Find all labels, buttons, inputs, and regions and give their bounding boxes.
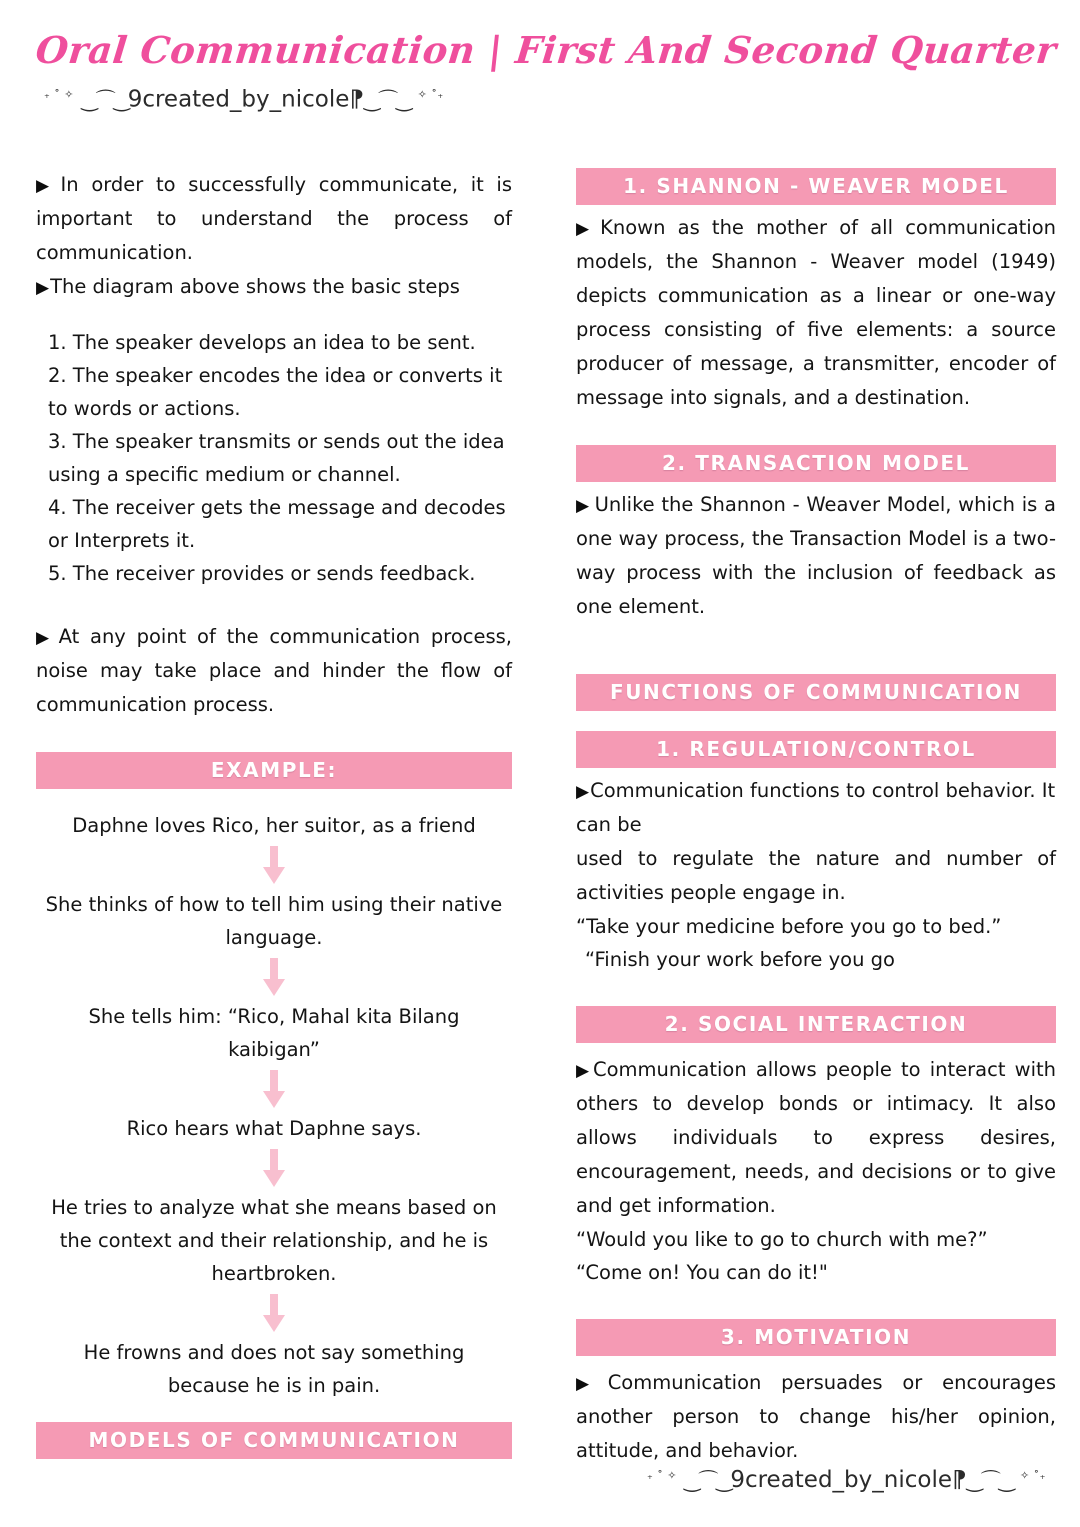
social-quote: “Would you like to go to church with me?” (576, 1228, 988, 1251)
sparkle-left-icon: ₊ ˚ ✧ (44, 88, 75, 101)
flow-step: He tries to analyze what she means based on the context and their relationship, and he is heartbroken. (51, 1196, 497, 1285)
intro-paragraph-2 (36, 270, 512, 304)
spacer (36, 1402, 512, 1422)
transaction-model-paragraph (576, 488, 1056, 624)
list-item: 5. The receiver provides or sends feedback. (48, 562, 476, 585)
intro-paragraph-2-text: The diagram above shows the basic steps (50, 275, 460, 298)
regulation-quote: “Finish your work before you go (585, 948, 895, 971)
social-interaction-text: Communication allows people to interact with others to develop bonds or intimacy. It also allows individuals to express desires, encouragement, needs, and decisions or to give and get information. (576, 1058, 1056, 1217)
sparkle-right-icon: ✧ ˚₊ (1019, 1469, 1046, 1482)
social-interaction-banner-label: 2. SOCIAL INTERACTION (664, 1012, 968, 1036)
example-flowchart (36, 809, 512, 1402)
intro-paragraph-1-text: In order to successfully communicate, it is important to understand the process of communication. (36, 173, 512, 264)
flow-step: Daphne loves Rico, her suitor, as a friend (72, 814, 476, 837)
models-of-communication-banner (36, 1422, 512, 1459)
transaction-model-banner (576, 445, 1056, 482)
list-item: 3. The speaker transmits or sends out the idea using a specific medium or channel. (48, 430, 505, 486)
motivation-banner (576, 1319, 1056, 1356)
example-banner (36, 752, 512, 789)
process-steps-list (48, 326, 512, 590)
flow-step: She tells him: “Rico, Mahal kita Bilang kaibigan” (88, 1005, 460, 1061)
wave-left-icon: ‿⌒‿ (684, 1468, 731, 1492)
bullet-triangle-icon: ▶ (36, 628, 54, 648)
down-arrow-icon (261, 1149, 287, 1189)
down-arrow-icon (261, 1294, 287, 1334)
bullet-triangle-icon: ▶ (576, 1374, 603, 1394)
shannon-weaver-paragraph (576, 211, 1056, 415)
intro-paragraph-1 (36, 168, 512, 270)
example-banner-label: EXAMPLE: (210, 758, 338, 782)
social-quote: “Come on! You can do it!" (576, 1261, 828, 1284)
flow-step: He frowns and does not say something because he is in pain. (83, 1341, 465, 1397)
bullet-triangle-icon: ▶ (576, 496, 590, 516)
regulation-paragraph-1 (576, 774, 1056, 842)
wave-left-icon: ‿⌒‿ (81, 87, 128, 112)
regulation-text-1: Communication functions to control behavior. It can be (576, 779, 1056, 836)
bullet-triangle-icon: ▶ (36, 278, 50, 298)
bullet-triangle-icon: ▶ (576, 219, 596, 239)
page-footer (647, 1461, 1046, 1495)
bullet-triangle-icon: ▶ (576, 1061, 593, 1081)
sparkle-right-icon: ✧ ˚₊ (417, 88, 444, 101)
flow-step: Rico hears what Daphne says. (126, 1117, 422, 1140)
spacer (576, 1289, 1056, 1319)
spacer (576, 415, 1056, 445)
noise-note-paragraph (36, 620, 512, 722)
shannon-weaver-banner-label: 1. SHANNON - WEAVER MODEL (623, 174, 1009, 198)
bullet-triangle-icon: ▶ (36, 176, 56, 196)
author-handle: 9created_by_nicole⁋ (127, 86, 364, 113)
noise-note-text: At any point of the communication process, noise may take place and hinder the flow of communication process. (36, 625, 512, 716)
social-interaction-paragraph (576, 1053, 1056, 1223)
right-column (576, 168, 1056, 1468)
spacer (36, 590, 512, 620)
functions-of-communication-banner (576, 674, 1056, 711)
social-interaction-banner (576, 1006, 1056, 1043)
spacer (576, 654, 1056, 674)
header-decoration (44, 78, 1044, 117)
list-item: 1. The speaker develops an idea to be sent. (48, 331, 476, 354)
models-banner-label: MODELS OF COMMUNICATION (88, 1428, 460, 1452)
motivation-banner-label: 3. MOTIVATION (720, 1325, 912, 1349)
shannon-weaver-text: Known as the mother of all communication models, the Shannon - Weaver model (1949) depicts communication as a linear or one-way process consisting of five elements: a source producer of message, a transmitter, encoder of message into signals, and a destination. (576, 216, 1056, 409)
list-item: 2. The speaker encodes the idea or converts it to words or actions. (48, 364, 503, 420)
spacer (576, 976, 1056, 1006)
down-arrow-icon (261, 846, 287, 886)
list-item: 4. The receiver gets the message and decodes or Interprets it. (48, 496, 506, 552)
spacer (576, 1356, 1056, 1366)
page-title: Oral Communication | First And Second Quarter (33, 28, 1059, 72)
motivation-text: Communication persuades or encourages another person to change his/her opinion, attitude, and behavior. (576, 1371, 1056, 1462)
regulation-quote: “Take your medicine before you go to bed.” (576, 915, 1002, 938)
down-arrow-icon (261, 1070, 287, 1110)
footer-decoration (647, 1461, 1046, 1495)
left-column (36, 168, 512, 1459)
spacer (576, 624, 1056, 654)
down-arrow-icon (261, 958, 287, 998)
wave-right-icon: ‿⌒‿ (966, 1468, 1013, 1492)
regulation-paragraph-2: used to regulate the nature and number of activities people engage in. (576, 847, 1056, 904)
bullet-triangle-icon: ▶ (576, 782, 590, 802)
spacer (576, 1043, 1056, 1053)
spacer (576, 711, 1056, 731)
regulation-control-banner (576, 731, 1056, 768)
motivation-paragraph (576, 1366, 1056, 1468)
page-header (33, 28, 1059, 117)
transaction-model-banner-label: 2. TRANSACTION MODEL (662, 451, 970, 475)
author-handle: 9created_by_nicole⁋ (730, 1467, 967, 1493)
transaction-model-text: Unlike the Shannon - Weaver Model, which is a one way process, the Transaction Model is a two-way process with the inclusion of feedback as one element. (576, 493, 1056, 618)
wave-right-icon: ‿⌒‿ (364, 87, 411, 112)
shannon-weaver-banner (576, 168, 1056, 205)
flow-step: She thinks of how to tell him using their native language. (45, 893, 503, 949)
sparkle-left-icon: ₊ ˚ ✧ (646, 1469, 677, 1482)
spacer (36, 722, 512, 752)
functions-banner-label: FUNCTIONS OF COMMUNICATION (609, 680, 1023, 704)
regulation-banner-label: 1. REGULATION/CONTROL (656, 737, 976, 761)
